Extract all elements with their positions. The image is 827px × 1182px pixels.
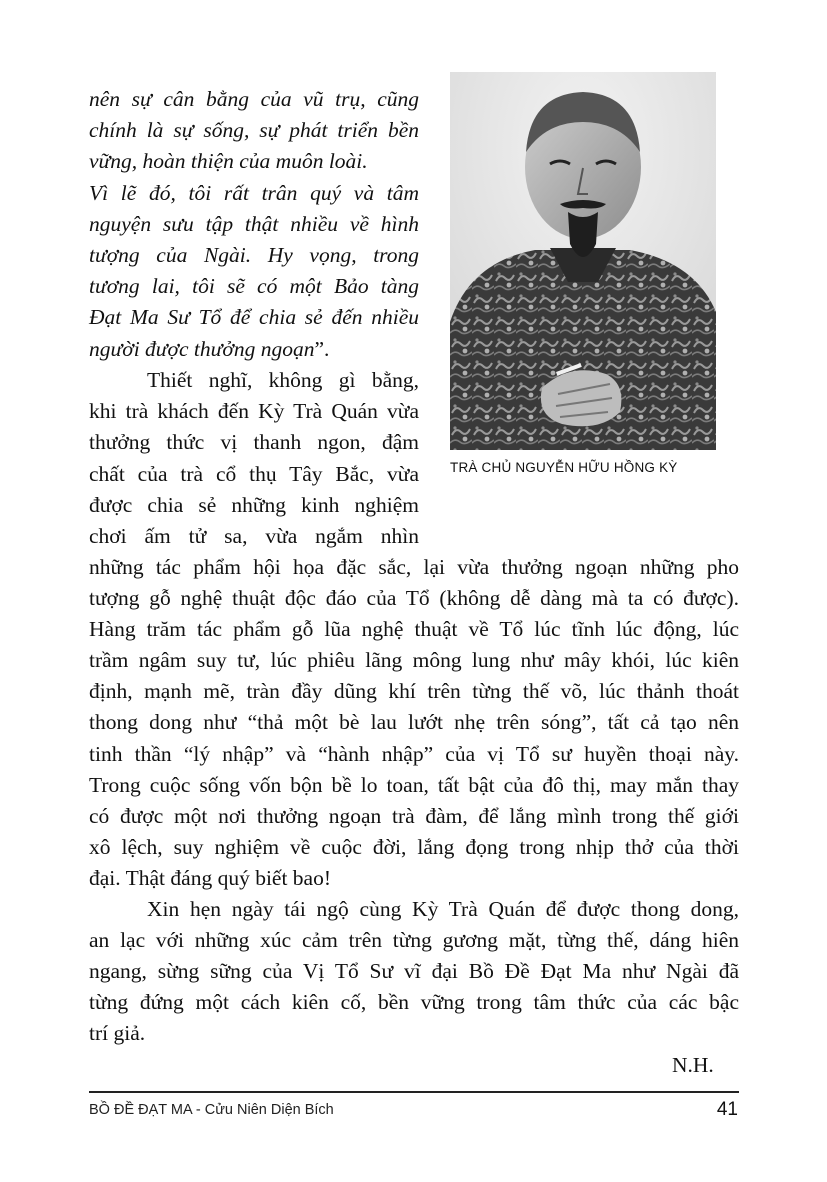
body-line: thong dong như “thả một bè lau lướt nhẹ trên sóng”, tất cả tạo nên [89,710,739,735]
italic-line-text: người được thưởng ngoạn [89,336,315,361]
portrait-photo-icon [450,72,716,450]
italic-line: vững, hoàn thiện của muôn loài. [89,149,368,174]
italic-quote-paragraph [89,84,419,365]
body-line: ngang, sừng sững của Vị Tổ Sư vĩ đại Bồ Đề Đạt Ma như Ngài đã [89,959,739,984]
side-line: thưởng thức vị thanh ngon, đậm [89,430,419,455]
italic-line: nguyện sưu tập thật nhiều về hình [89,211,419,236]
body-line: trí giả. [89,1021,146,1046]
italic-line: chính là sự sống, sự phát triển bền [89,118,419,143]
body-line: đại. Thật đáng quý biết bao! [89,865,332,890]
photo-caption: TRÀ CHỦ NGUYỄN HỮU HỒNG KỲ [450,460,678,475]
closing-quote: ”. [314,336,330,361]
italic-line: nên sự cân bằng của vũ trụ, cũng [89,87,419,111]
body-line: từng đứng một cách kiên cố, bền vững trong tâm thức của các bậc [89,990,739,1015]
author-signature: N.H. [672,1053,714,1077]
body-line: an lạc với những xúc cảm trên từng gương mặt, từng thế, dáng hiên [89,928,739,953]
body-line: Trong cuộc sống vốn bộn bề lo toan, tất bật của đô thị, may mắn thay [89,772,739,797]
page-number: 41 [716,1099,738,1120]
body-line: tinh thần “lý nhập” và “hành nhập” của vị Tổ sư huyền thoại này. [89,741,739,766]
body-line: trầm ngâm suy tư, lúc phiêu lãng mông lung như mây khói, lúc kiên [89,648,739,673]
footer-divider [89,1091,739,1093]
italic-line: tương lai, tôi sẽ có một Bảo tàng [89,274,419,299]
body-text [89,552,739,1050]
italic-line-last [89,334,419,365]
running-footer-title: BỒ ĐỀ ĐẠT MA - Cửu Niên Diện Bích [89,1102,334,1118]
italic-line: Vì lẽ đó, tôi rất trân quý và tâm [89,180,419,205]
italic-line: tượng của Ngài. Hy vọng, trong [89,243,419,268]
body-line: những tác phẩm hội họa đặc sắc, lại vừa thưởng ngoạn những pho [89,555,739,579]
body-line: định, mạnh mẽ, tràn đầy dũng khí trên từng thế võ, lúc thảnh thoát [89,679,739,704]
body-line: xô lệch, suy nghiệm về cuộc đời, lắng đọng trong nhịp thở của thời [89,834,739,859]
body-line: Xin hẹn ngày tái ngộ cùng Kỳ Trà Quán để được thong dong, [147,897,739,922]
side-line: chất của trà cổ thụ Tây Bắc, vừa [89,461,419,486]
body-line: Hàng trăm tác phẩm gỗ lũa nghệ thuật về Tổ lúc tĩnh lúc động, lúc [89,617,739,642]
side-paragraph [89,365,419,552]
side-line: khi trà khách đến Kỳ Trà Quán vừa [89,399,419,424]
portrait-photo [450,72,716,450]
italic-line: Đạt Ma Sư Tổ để chia sẻ đến nhiều [89,305,419,330]
body-line: tượng gỗ nghệ thuật độc đáo của Tổ (không dễ dàng mà ta có được). [89,586,739,611]
side-line: chơi ấm tử sa, vừa ngắm nhìn [89,524,419,549]
body-line: có được một nơi thưởng ngoạn trà đàm, để lắng mình trong thế giới [89,803,739,828]
side-line: được chia sẻ những kinh nghiệm [89,492,419,517]
side-line: Thiết nghĩ, không gì bằng, [147,368,419,392]
